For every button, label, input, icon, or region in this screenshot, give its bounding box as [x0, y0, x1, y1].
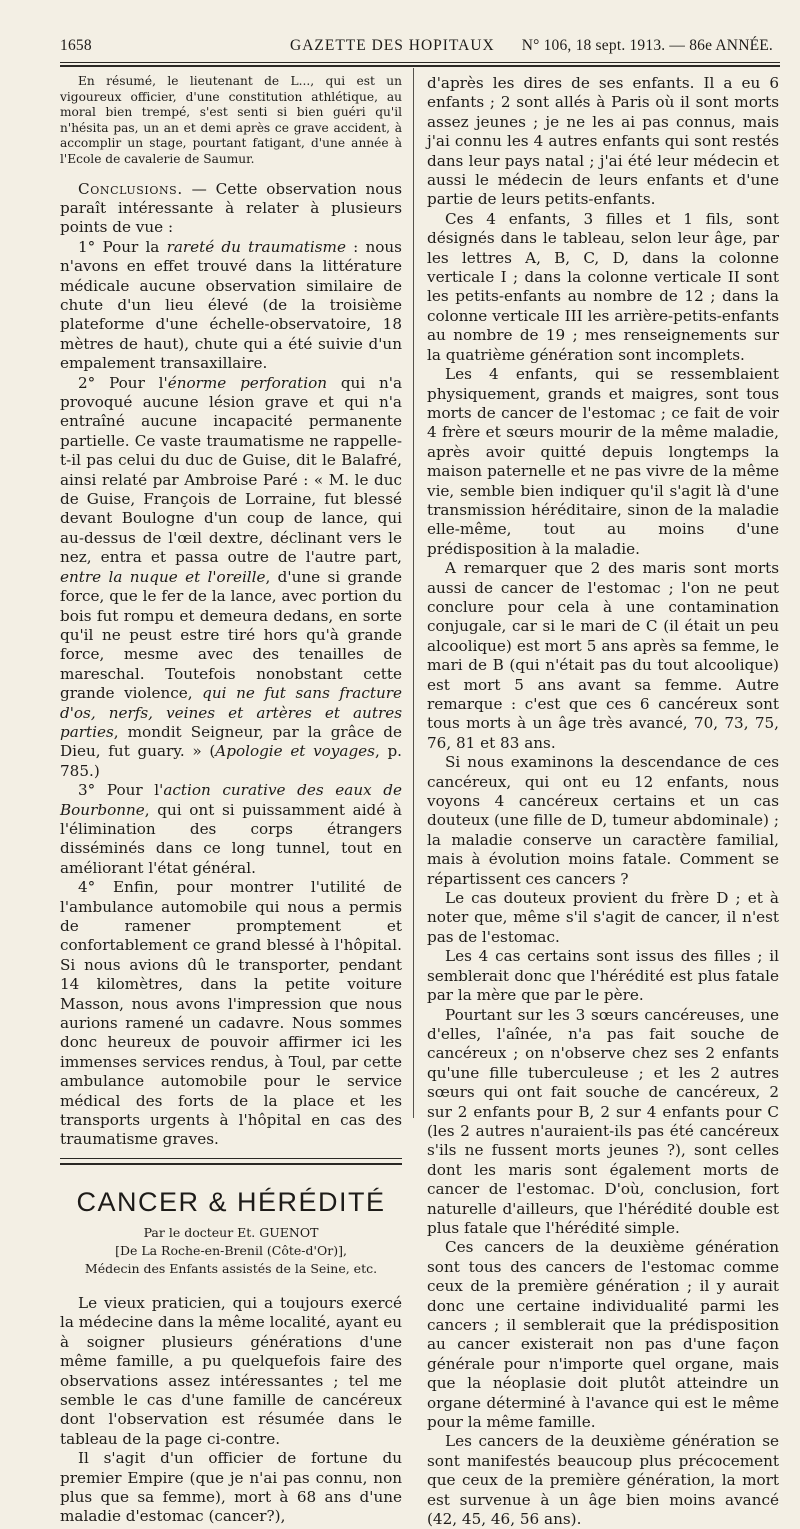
- right-column: [427, 74, 779, 1529]
- point-2-a: 2° Pour l': [78, 373, 168, 392]
- point-2-italic-4: Apologie et voyages: [215, 742, 375, 761]
- point-1-b: : nous n'avons en effet trouvé dans la littérature médicale aucune observation similaire de chute d'un lieu élevé (de la troisième plateforme d'une échelle-observatoire, 18 mètres de haut), chute qui a été suivie d'un empalement transaxillaire.: [60, 237, 402, 373]
- point-3-b: , qui ont si puissamment aidé à l'élimination des corps étrangers disséminés dans ce long tunnel, tout en améliorant l'état général.: [60, 800, 402, 877]
- point-1-a: 1° Pour la: [78, 237, 167, 256]
- point-4: 4° Enfin, pour montrer l'utilité de l'ambulance automobile qui nous a permis de ramener promptement et confortablement ce grand blessé à l'hôpital. Si nous avions dû le transporter, pendant 14 kilomètres, dans la petite voiture Masson, nous avons l'impression que nous aurions ramené un cadavre. Nous sommes donc heureux de pouvoir affirmer ici les immenses services rendus, à Toul, par cette ambulance automobile pour le service médical des forts de la place et les transports urgents à l'hôpital en cas des traumatisme graves.: [60, 878, 402, 1149]
- article-title: CANCER & HÉRÉDITÉ: [76, 1186, 386, 1217]
- right-paragraph-5: Si nous examinons la descendance de ces cancéreux, qui ont eu 12 enfants, nous voyons 4 cancéreux certains et un cas douteux (une fille de D, tumeur abdominale) ; la maladie conserve un caractère familial, mais à évolution moins fatale. Comment se répartissent ces cancers ?: [427, 753, 779, 888]
- point-2: [60, 374, 402, 782]
- summary-paragraph: En résumé, le lieutenant de L..., qui est un vigoureux officier, d'une constitution athlétique, au moral bien trempé, s'est senti si bien guéri qu'il n'hésita pas, un an et demi après ce grave accident, à accomplir un stage, pourtant fatigant, d'une année à l'Ecole de cavalerie de Saumur.: [60, 74, 402, 166]
- right-paragraph-6: Le cas douteux provient du frère D ; et à noter que, même s'il s'agit de cancer, il n'est pas de l'estomac.: [427, 889, 779, 946]
- conclusions-label: Conclusions.: [78, 179, 183, 198]
- running-header: [60, 37, 795, 59]
- byline-author: Par le docteur Et. GUENOT: [143, 1224, 319, 1240]
- officer-paragraph: Il s'agit d'un officier de fortune du premier Empire (que je n'ai pas connu, non plus que sa femme), mort à 68 ans d'une maladie d'estomac (cancer?),: [60, 1449, 402, 1526]
- point-2-c: , d'une si grande force, que le fer de la lance, avec portion du bois fut rompu et demeura dedans, en sorte qu'il ne peust estre tiré hors qu'à grande force, mesme avec des tenailles de mareschal. Toutefois nonobstant cette grande violence,: [60, 567, 402, 703]
- right-paragraph-7: Les 4 cas certains sont issus des filles ; il semblerait donc que l'hérédité est plus fatale par la mère que par le père.: [427, 947, 779, 1005]
- point-1: [60, 238, 402, 374]
- intro-paragraph: Le vieux praticien, qui a toujours exercé la médecine dans la même localité, ayant eu à soigner plusieurs générations d'une même famille, a pu quelquefois faire des observations assez intéressantes ; tel me semble le cas d'une famille de cancéreux dont l'observation est résumée dans le tableau de la page ci-contre.: [60, 1293, 402, 1448]
- header-rule-thick: [60, 65, 780, 67]
- right-paragraph-2: Ces 4 enfants, 3 filles et 1 fils, sont désignés dans le tableau, selon leur âge, par les lettres A, B, C, D, dans la colonne verticale I ; dans la colonne verticale II sont les petits-enfants au nombre de 12 ; dans la colonne verticale III les arrière-petits-enfants au nombre de 19 ; mes renseignements sur la quatrième génération sont incomplets.: [427, 209, 779, 364]
- point-2-e: , p. 785.): [60, 742, 402, 780]
- point-2-italic: énorme perforation: [167, 373, 328, 392]
- conclusions-text: — Cette observation nous paraît intéressante à relater à plusieurs points de vue :: [60, 179, 402, 237]
- left-column: [60, 74, 402, 1527]
- point-2-b: qui n'a provoqué aucune lésion grave et qui n'a entraîné aucune incapacité permanente partielle. Ce vaste traumatisme ne rappelle-t-il pas celui du duc de Guise, dit le Balafré, ainsi relaté par Ambroise Paré : « M. le duc de Guise, François de Lorraine, fut blessé devant Boulogne d'un coup de lance, qui au-dessus de l'œil dextre, déclinant vers le nez, entra et passa outre de l'autre part,: [60, 373, 403, 567]
- page-number: 1658: [60, 37, 92, 54]
- header-rule-thin: [60, 62, 780, 63]
- point-2-d: , mondit Seigneur, par la grâce de Dieu, fut guary. » (: [60, 722, 402, 761]
- right-paragraph-1: d'après les dires de ses enfants. Il a eu 6 enfants ; 2 sont allés à Paris où il sont morts assez jeunes ; je ne les ai pas connus, mais j'ai connu les 4 autres enfants qui sont restés dans leur pays natal ; j'ai été leur médecin et aussi le médecin de leurs enfants et d'une partie de leurs petits-enfants.: [427, 74, 779, 209]
- right-paragraph-4: A remarquer que 2 des maris sont morts aussi de cancer de l'estomac ; l'on ne peut conclure pour cela à une contamination conjugale, car si le mari de C (il était un peu alcoolique) est mort 5 ans après sa femme, le mari de B (qui n'était pas du tout alcoolique) est mort 5 ans avant sa femme. Autre remarque : c'est que ces 6 cancéreux sont tous morts à un âge très avancé, 70, 73, 75, 76, 81 et 83 ans.: [427, 559, 779, 752]
- point-3: [60, 781, 402, 878]
- point-1-italic: rareté du traumatisme: [166, 237, 346, 256]
- journal-title: GAZETTE DES HOPITAUX: [290, 37, 495, 54]
- point-2-italic-2: entre la nuque et l'oreille: [60, 567, 266, 586]
- point-3-italic: action curative des eaux de Bourbonne: [60, 781, 402, 819]
- right-paragraph-9: Ces cancers de la deuxième génération sont tous des cancers de l'estomac comme ceux de la première génération ; il y aurait donc une certaine individualité parmi les cancers ; il semblerait que la prédisposition au cancer existerait non pas d'une façon générale pour n'importe quel organe, mais que la néoplasie doit plutôt atteindre un organe déterminé à l'avance qui est le même pour la même famille.: [427, 1238, 779, 1432]
- byline-location: [De La Roche-en-Brenil (Côte-d'Or)],: [115, 1242, 347, 1258]
- conclusions-paragraph: [60, 180, 402, 238]
- right-paragraph-8: Pourtant sur les 3 sœurs cancéreuses, une d'elles, l'aînée, n'a pas fait souche de cancéreux ; on n'observe chez ses 2 enfants qu'une fille tuberculeuse ; et les 2 autres sœurs qui ont fait souche de cancéreux, 2 sur 2 enfants pour B, 2 sur 4 enfants pour C (les 2 autres n'auraient-ils pas été cancéreux s'ils ne fussent morts jeunes ?), sont celles dont les maris sont également morts de cancer de l'estomac. D'où, conclusion, fort naturelle d'ailleurs, que l'hérédité double est plus fatale que l'hérédité simple.: [427, 1005, 779, 1237]
- byline-role: Médecin des Enfants assistés de la Seine, etc.: [84, 1260, 378, 1276]
- section-rule: [60, 1158, 402, 1165]
- point-3-a: 3° Pour l': [78, 781, 164, 800]
- right-paragraph-10: Les cancers de la deuxième génération se sont manifestés beaucoup plus précocement que ceux de la première génération, la mort est survenue à un âge bien moins avancé (42, 45, 46, 56 ans).: [427, 1432, 779, 1529]
- column-separator: [413, 68, 414, 1118]
- issue-info: N° 106, 18 sept. 1913. — 86e ANNÉE.: [521, 37, 773, 54]
- right-paragraph-3: Les 4 enfants, qui se ressemblaient physiquement, grands et maigres, sont tous morts de cancer de l'estomac ; ce fait de voir 4 frère et sœurs mourir de la même maladie, après avoir quitté depuis longtemps la maison paternelle et ne pas vivre de la même vie, semble bien indiquer qu'il s'agit là d'une transmission héréditaire, sinon de la maladie elle-même, tout au moins d'une prédisposition à la maladie.: [427, 365, 779, 558]
- point-2-italic-3: qui ne fut sans fracture d'os, nerfs, veines et artères et autres parties: [60, 684, 402, 741]
